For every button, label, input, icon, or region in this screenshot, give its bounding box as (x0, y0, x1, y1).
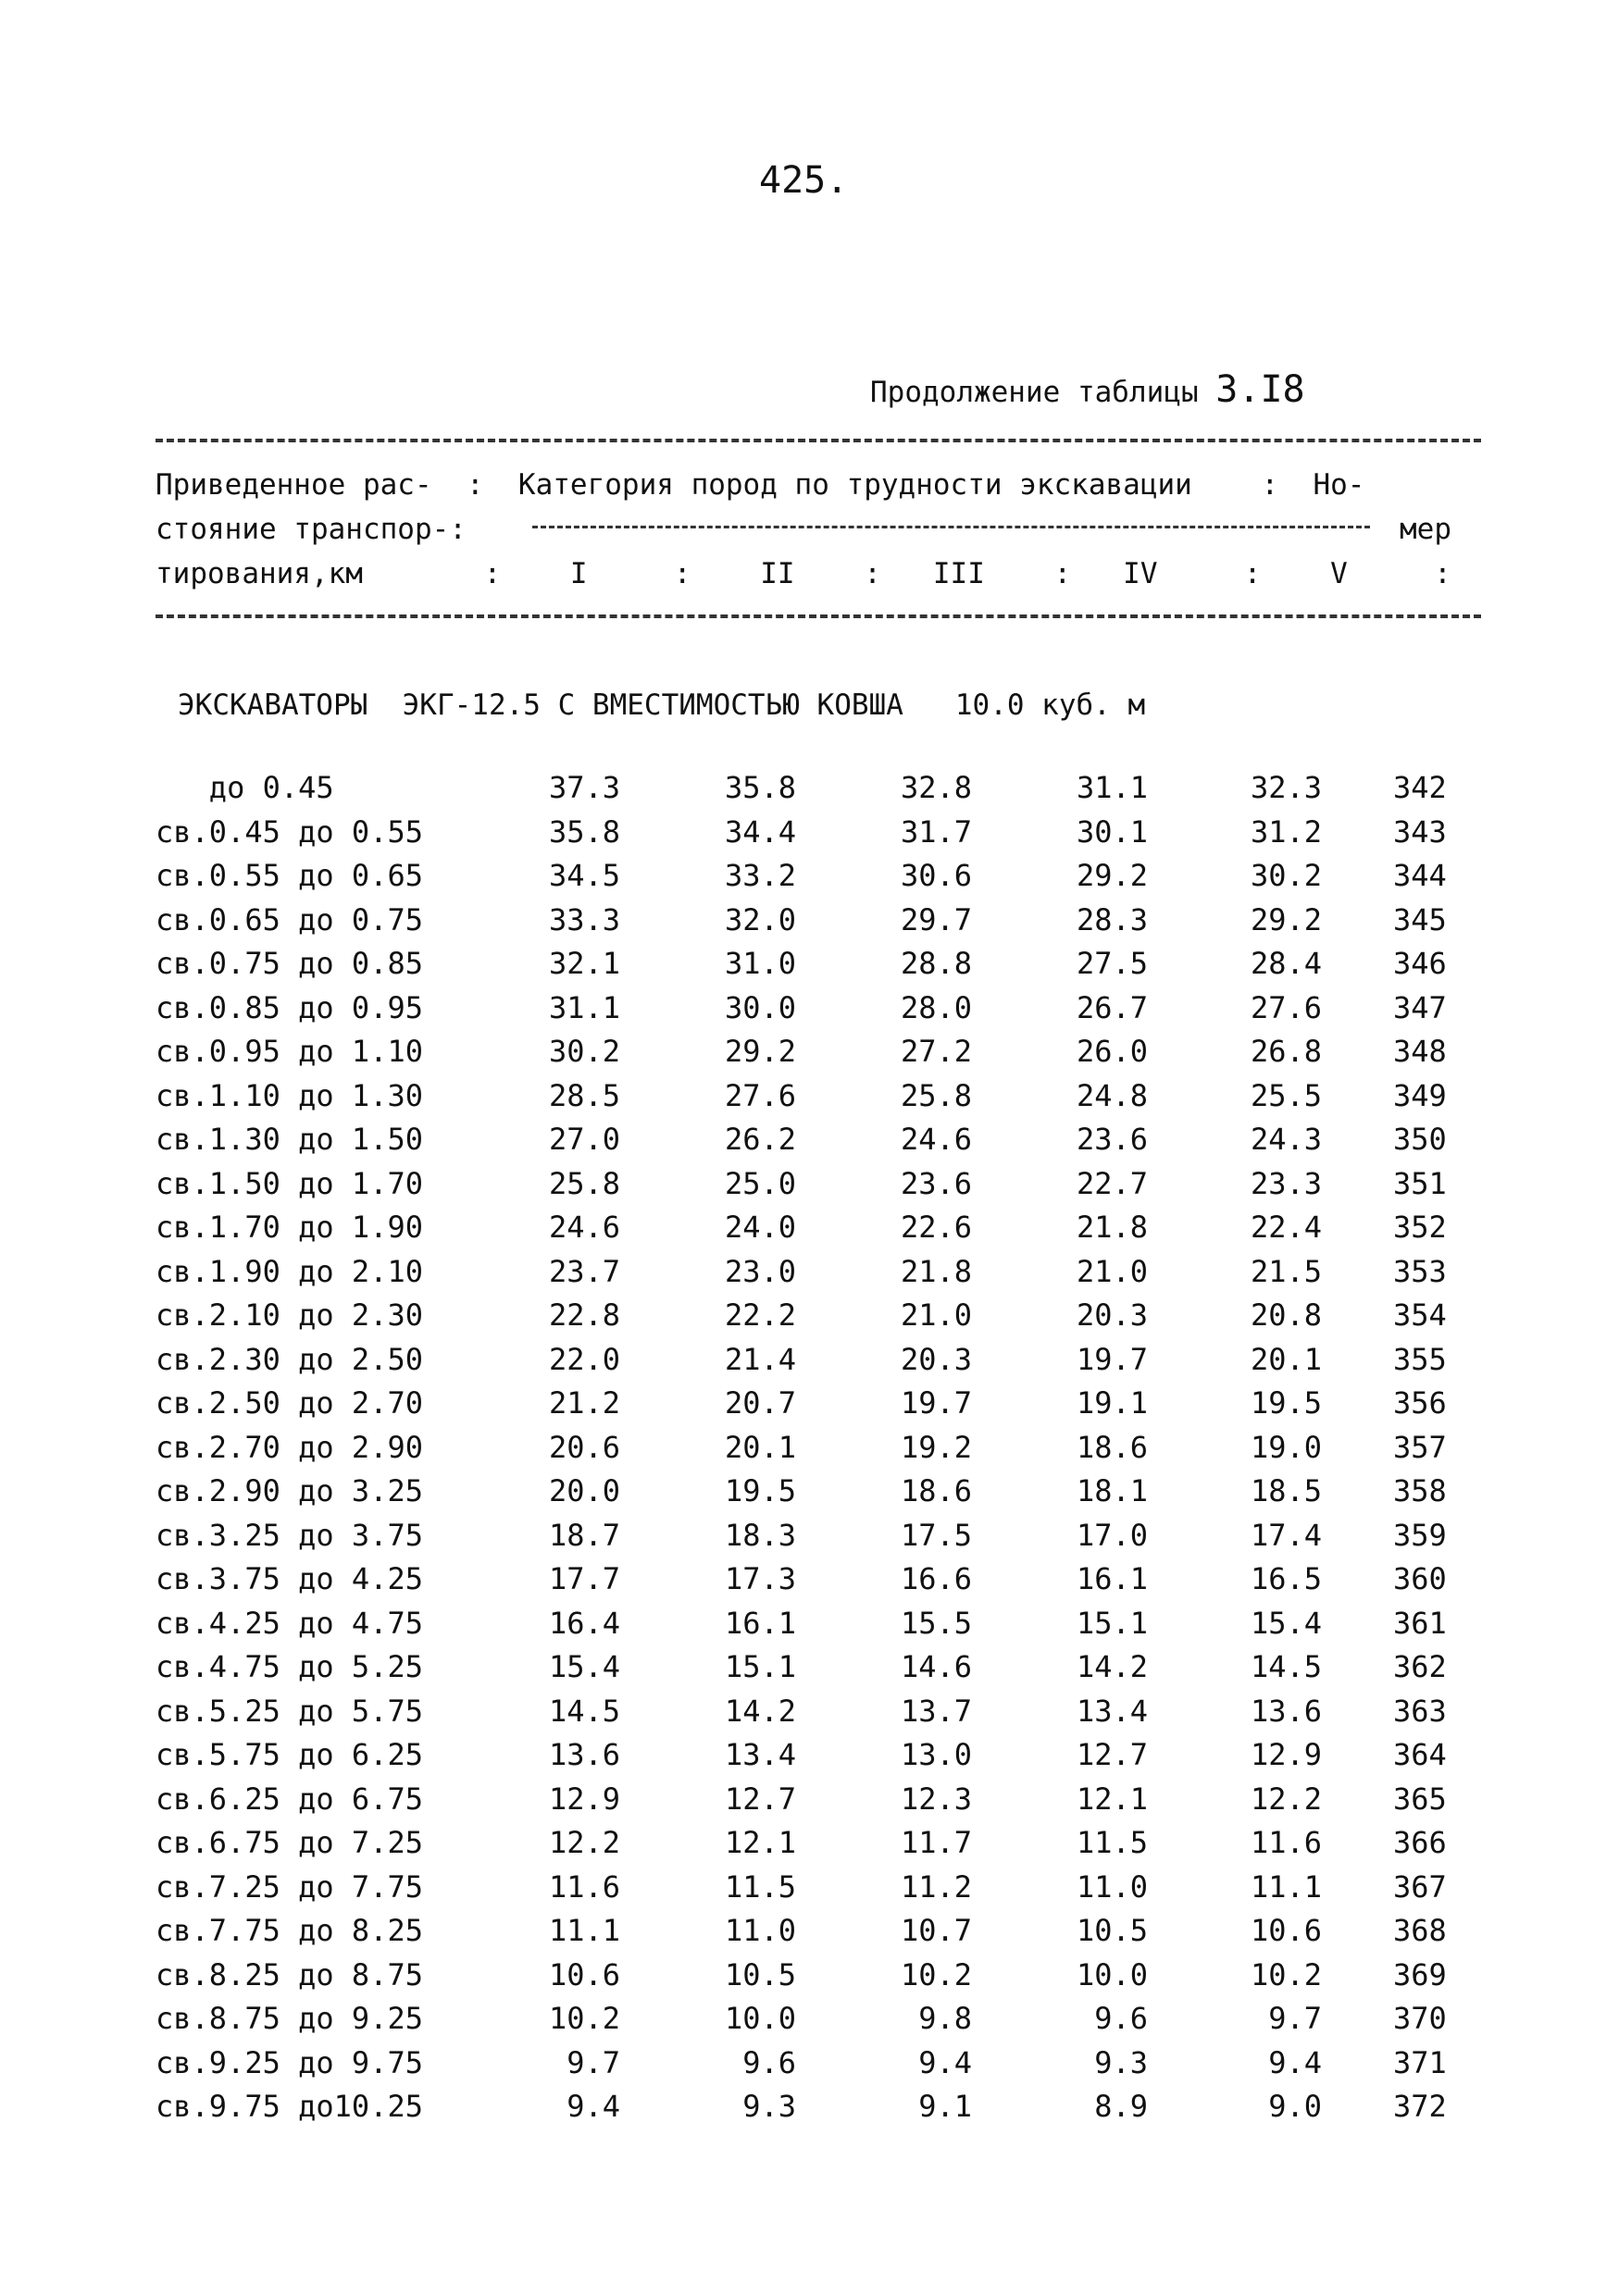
category-2-value: 9.6 (742, 2044, 796, 2080)
category-1-value: 15.4 (548, 1649, 620, 1684)
category-2-value: 35.8 (724, 770, 796, 805)
category-4-value: 12.7 (1076, 1737, 1148, 1772)
category-2-value: 9.3 (742, 2089, 796, 2124)
category-4-value: 11.0 (1076, 1868, 1148, 1905)
row-number: 353 (1393, 1253, 1447, 1289)
category-5-value: 28.4 (1250, 946, 1322, 981)
distance-range-label: св.0.45 до 0.55 (156, 813, 423, 850)
category-3-value: 13.7 (900, 1693, 972, 1729)
category-4-value: 21.0 (1076, 1253, 1148, 1289)
section-title: ЭКСКАВАТОРЫ ЭКГ-12.5 С ВМЕСТИМОСТЬЮ КОВША 10.0 куб. м (178, 689, 1146, 722)
distance-range-label: до 0.45 (156, 770, 334, 805)
category-1-value: 12.2 (548, 1825, 620, 1860)
category-1-value: 21.2 (548, 1385, 620, 1421)
category-4-value: 19.7 (1076, 1341, 1148, 1377)
category-1-value: 20.6 (548, 1429, 620, 1465)
category-5-value: 10.2 (1250, 1956, 1322, 1992)
category-3-value: 31.7 (900, 813, 972, 850)
row-number: 370 (1393, 2001, 1447, 2036)
distance-range-label: св.1.30 до 1.50 (156, 1122, 423, 1157)
table-row (0, 1034, 1619, 1078)
table-row (0, 1430, 1619, 1474)
category-1-value: 35.8 (548, 813, 620, 850)
table-row (0, 1694, 1619, 1738)
category-5-value: 9.4 (1268, 2044, 1322, 2080)
table-row (0, 1737, 1619, 1781)
header-line-2: стояние транспор-: (156, 513, 467, 546)
table-row (0, 770, 1619, 814)
category-5-value: 19.0 (1250, 1429, 1322, 1465)
table-row (0, 1561, 1619, 1606)
category-5-value: 32.3 (1250, 770, 1322, 805)
category-4-value: 11.5 (1076, 1825, 1148, 1860)
category-5-value: 24.3 (1250, 1122, 1322, 1157)
category-2-value: 13.4 (724, 1737, 796, 1772)
category-5-value: 12.2 (1250, 1781, 1322, 1817)
distance-range-label: св.2.70 до 2.90 (156, 1429, 423, 1465)
category-4-value: 31.1 (1076, 770, 1148, 805)
category-1-value: 27.0 (548, 1122, 620, 1157)
row-number: 351 (1393, 1165, 1447, 1201)
row-number: 361 (1393, 1605, 1447, 1641)
continuation-text: Продолжение таблицы (870, 376, 1199, 409)
row-number: 366 (1393, 1825, 1447, 1860)
category-4-value: 10.0 (1076, 1956, 1148, 1992)
distance-range-label: св.3.25 до 3.75 (156, 1517, 423, 1553)
category-5-value: 25.5 (1250, 1077, 1322, 1113)
category-2-value: 32.0 (724, 901, 796, 937)
category-2-value: 24.0 (724, 1210, 796, 1245)
category-3-value: 9.8 (918, 2001, 972, 2036)
category-1-value: 18.7 (548, 1517, 620, 1553)
table-row (0, 1825, 1619, 1869)
category-3-value: 13.0 (900, 1737, 972, 1772)
category-4-value: 15.1 (1076, 1605, 1148, 1641)
table-row (0, 1869, 1619, 1914)
category-3-value: 17.5 (900, 1517, 972, 1553)
category-1-value: 23.7 (548, 1253, 620, 1289)
table-row (0, 1078, 1619, 1123)
category-3-value: 23.6 (900, 1165, 972, 1201)
distance-range-label: св.8.25 до 8.75 (156, 1956, 423, 1992)
table-row (0, 2001, 1619, 2045)
table-row (0, 1473, 1619, 1518)
table-row (0, 858, 1619, 902)
category-2-value: 17.3 (724, 1561, 796, 1596)
category-5-value: 21.5 (1250, 1253, 1322, 1289)
category-1-value: 20.0 (548, 1473, 620, 1508)
table-row (0, 902, 1619, 947)
category-1-value: 10.6 (548, 1956, 620, 1992)
category-3-value: 14.6 (900, 1649, 972, 1684)
category-1-value: 22.8 (548, 1297, 620, 1333)
category-5-value: 23.3 (1250, 1165, 1322, 1201)
category-4-value: 26.0 (1076, 1034, 1148, 1069)
category-4-value: 22.7 (1076, 1165, 1148, 1201)
table-row (0, 1518, 1619, 1562)
category-4-value: 18.6 (1076, 1429, 1148, 1465)
category-1-value: 17.7 (548, 1561, 620, 1596)
distance-range-label: св.1.90 до 2.10 (156, 1253, 423, 1289)
category-5-value: 30.2 (1250, 858, 1322, 893)
category-3-value: 30.6 (900, 858, 972, 893)
row-number: 347 (1393, 989, 1447, 1025)
category-3-value: 29.7 (900, 901, 972, 937)
category-5-value: 19.5 (1250, 1385, 1322, 1421)
distance-range-label: св.2.10 до 2.30 (156, 1297, 423, 1333)
category-5-value: 29.2 (1250, 901, 1322, 937)
category-1-value: 9.7 (567, 2044, 620, 2080)
category-1-value: 34.5 (548, 858, 620, 893)
table-number: 3.I8 (1215, 368, 1305, 411)
category-5-value: 9.0 (1268, 2089, 1322, 2124)
table-row (0, 990, 1619, 1035)
header-top-rule (156, 439, 1481, 442)
distance-range-label: св.6.75 до 7.25 (156, 1825, 423, 1860)
category-3-value: 20.3 (900, 1341, 972, 1377)
category-1-value: 12.9 (548, 1781, 620, 1817)
row-number: 354 (1393, 1297, 1447, 1333)
category-5-value: 15.4 (1250, 1605, 1322, 1641)
category-3-value: 22.6 (900, 1210, 972, 1245)
row-number: 348 (1393, 1034, 1447, 1069)
category-2-value: 26.2 (724, 1122, 796, 1157)
category-2-value: 18.3 (724, 1517, 796, 1553)
category-5-value: 26.8 (1250, 1034, 1322, 1069)
table-row (0, 1342, 1619, 1386)
distance-range-label: св.0.65 до 0.75 (156, 901, 423, 937)
category-2-value: 15.1 (724, 1649, 796, 1684)
category-4-value: 17.0 (1076, 1517, 1148, 1553)
category-1-value: 32.1 (548, 946, 620, 981)
category-3-value: 11.2 (900, 1868, 972, 1905)
page-number: 425. (759, 159, 849, 202)
table-row (0, 1913, 1619, 1957)
header-line-2-end: мер (1400, 513, 1451, 546)
category-3-value: 12.3 (900, 1781, 972, 1817)
distance-range-label: св.0.95 до 1.10 (156, 1034, 423, 1069)
row-number: 363 (1393, 1693, 1447, 1729)
category-4-value: 10.5 (1076, 1913, 1148, 1948)
category-5-value: 9.7 (1268, 2001, 1322, 2036)
category-2-value: 33.2 (724, 858, 796, 893)
category-1-value: 9.4 (567, 2089, 620, 2124)
category-3-value: 10.7 (900, 1913, 972, 1948)
distance-range-label: св.1.50 до 1.70 (156, 1165, 423, 1201)
distance-range-label: св.0.85 до 0.95 (156, 989, 423, 1025)
category-4-value: 13.4 (1076, 1693, 1148, 1729)
category-3-value: 19.7 (900, 1385, 972, 1421)
category-3-value: 32.8 (900, 770, 972, 805)
row-number: 362 (1393, 1649, 1447, 1684)
category-2-value: 21.4 (724, 1341, 796, 1377)
category-4-value: 20.3 (1076, 1297, 1148, 1333)
table-row (0, 1649, 1619, 1694)
category-4-value: 19.1 (1076, 1385, 1148, 1421)
table-row (0, 946, 1619, 990)
category-2-value: 10.0 (724, 2001, 796, 2036)
category-4-value: 9.3 (1094, 2044, 1148, 2080)
category-5-value: 20.8 (1250, 1297, 1322, 1333)
table-continuation-caption (870, 368, 1305, 411)
distance-range-label: св.2.50 до 2.70 (156, 1385, 423, 1421)
category-2-value: 29.2 (724, 1034, 796, 1069)
category-3-value: 16.6 (900, 1561, 972, 1596)
distance-range-label: св.4.25 до 4.75 (156, 1605, 423, 1641)
category-2-value: 12.1 (724, 1825, 796, 1860)
category-5-value: 20.1 (1250, 1341, 1322, 1377)
table-row (0, 1606, 1619, 1650)
category-2-value: 16.1 (724, 1605, 796, 1641)
category-3-value: 28.0 (900, 989, 972, 1025)
category-4-value: 18.1 (1076, 1473, 1148, 1508)
category-1-value: 28.5 (548, 1077, 620, 1113)
row-number: 349 (1393, 1077, 1447, 1113)
category-4-value: 28.3 (1076, 901, 1148, 937)
table-row (0, 1957, 1619, 2002)
category-3-value: 21.0 (900, 1297, 972, 1333)
row-number: 365 (1393, 1781, 1447, 1817)
category-1-value: 31.1 (548, 989, 620, 1025)
row-number: 345 (1393, 901, 1447, 937)
category-5-value: 11.6 (1250, 1825, 1322, 1860)
row-number: 371 (1393, 2044, 1447, 2080)
category-2-value: 23.0 (724, 1253, 796, 1289)
distance-range-label: св.1.10 до 1.30 (156, 1077, 423, 1113)
table-row (0, 1297, 1619, 1342)
row-number: 344 (1393, 858, 1447, 893)
category-1-value: 10.2 (548, 2001, 620, 2036)
category-4-value: 27.5 (1076, 946, 1148, 981)
category-4-value: 8.9 (1094, 2089, 1148, 2124)
table-row (0, 814, 1619, 859)
distance-range-label: св.5.25 до 5.75 (156, 1693, 423, 1729)
category-2-value: 22.2 (724, 1297, 796, 1333)
table-row (0, 1122, 1619, 1166)
category-4-value: 12.1 (1076, 1781, 1148, 1817)
category-3-value: 21.8 (900, 1253, 972, 1289)
row-number: 346 (1393, 946, 1447, 981)
category-1-value: 13.6 (548, 1737, 620, 1772)
category-2-value: 27.6 (724, 1077, 796, 1113)
category-1-value: 25.8 (548, 1165, 620, 1201)
category-3-value: 27.2 (900, 1034, 972, 1069)
distance-range-label: св.1.70 до 1.90 (156, 1210, 423, 1245)
category-4-value: 29.2 (1076, 858, 1148, 893)
category-2-value: 19.5 (724, 1473, 796, 1508)
row-number: 343 (1393, 813, 1447, 850)
row-number: 359 (1393, 1517, 1447, 1553)
distance-range-label: св.2.30 до 2.50 (156, 1341, 423, 1377)
category-5-value: 14.5 (1250, 1649, 1322, 1684)
category-2-value: 14.2 (724, 1693, 796, 1729)
category-4-value: 16.1 (1076, 1561, 1148, 1596)
category-2-value: 20.7 (724, 1385, 796, 1421)
row-number: 369 (1393, 1956, 1447, 1992)
category-3-value: 11.7 (900, 1825, 972, 1860)
category-3-value: 24.6 (900, 1122, 972, 1157)
category-2-value: 25.0 (724, 1165, 796, 1201)
distance-range-label: св.9.25 до 9.75 (156, 2044, 423, 2080)
category-5-value: 17.4 (1250, 1517, 1322, 1553)
category-3-value: 9.1 (918, 2089, 972, 2124)
row-number: 357 (1393, 1429, 1447, 1465)
table-body (0, 770, 1619, 2133)
category-1-value: 37.3 (548, 770, 620, 805)
table-row (0, 1166, 1619, 1210)
category-1-value: 16.4 (548, 1605, 620, 1641)
table-row (0, 2045, 1619, 2090)
row-number: 372 (1393, 2089, 1447, 2124)
category-5-value: 22.4 (1250, 1210, 1322, 1245)
category-2-value: 30.0 (724, 989, 796, 1025)
row-number: 355 (1393, 1341, 1447, 1377)
category-1-value: 11.6 (548, 1868, 620, 1905)
table-row (0, 1385, 1619, 1430)
category-4-value: 14.2 (1076, 1649, 1148, 1684)
distance-range-label: св.7.75 до 8.25 (156, 1913, 423, 1948)
table-row (0, 2089, 1619, 2133)
category-1-value: 33.3 (548, 901, 620, 937)
category-5-value: 31.2 (1250, 813, 1322, 850)
category-2-value: 10.5 (724, 1956, 796, 1992)
distance-range-label: св.4.75 до 5.25 (156, 1649, 423, 1684)
header-bottom-rule (156, 614, 1481, 618)
category-5-value: 11.1 (1250, 1868, 1322, 1905)
distance-range-label: св.2.90 до 3.25 (156, 1473, 423, 1508)
category-3-value: 9.4 (918, 2044, 972, 2080)
category-1-value: 14.5 (548, 1693, 620, 1729)
distance-range-label: св.5.75 до 6.25 (156, 1737, 423, 1772)
row-number: 360 (1393, 1561, 1447, 1596)
row-number: 356 (1393, 1385, 1447, 1421)
header-line-1: Приведенное рас- : Категория пород по трудности экскавации : Но- (156, 468, 1365, 502)
category-5-value: 16.5 (1250, 1561, 1322, 1596)
distance-range-label: св.3.75 до 4.25 (156, 1561, 423, 1596)
distance-range-label: св.6.25 до 6.75 (156, 1781, 423, 1817)
category-1-value: 24.6 (548, 1210, 620, 1245)
category-4-value: 26.7 (1076, 989, 1148, 1025)
category-3-value: 19.2 (900, 1429, 972, 1465)
category-3-value: 28.8 (900, 946, 972, 981)
row-number: 350 (1393, 1122, 1447, 1157)
category-5-value: 18.5 (1250, 1473, 1322, 1508)
distance-range-label: св.9.75 до10.25 (156, 2089, 423, 2124)
table-row (0, 1210, 1619, 1254)
distance-range-label: св.0.75 до 0.85 (156, 946, 423, 981)
row-number: 352 (1393, 1210, 1447, 1245)
row-number: 367 (1393, 1868, 1447, 1905)
distance-range-label: св.0.55 до 0.65 (156, 858, 423, 893)
category-5-value: 27.6 (1250, 989, 1322, 1025)
category-4-value: 23.6 (1076, 1122, 1148, 1157)
category-2-value: 34.4 (724, 813, 796, 850)
category-2-value: 11.0 (724, 1913, 796, 1948)
distance-range-label: св.8.75 до 9.25 (156, 2001, 423, 2036)
category-4-value: 24.8 (1076, 1077, 1148, 1113)
category-1-value: 11.1 (548, 1913, 620, 1948)
category-3-value: 15.5 (900, 1605, 972, 1641)
category-4-value: 9.6 (1094, 2001, 1148, 2036)
category-1-value: 22.0 (548, 1341, 620, 1377)
category-5-value: 13.6 (1250, 1693, 1322, 1729)
row-number: 358 (1393, 1473, 1447, 1508)
category-5-value: 10.6 (1250, 1913, 1322, 1948)
header-line-3: тирования,км : I : II : III : IV : V : (156, 557, 1451, 590)
table-row (0, 1781, 1619, 1826)
distance-range-label: св.7.25 до 7.75 (156, 1868, 423, 1905)
table-row (0, 1254, 1619, 1298)
row-number: 342 (1393, 770, 1447, 805)
category-4-value: 30.1 (1076, 813, 1148, 850)
category-2-value: 12.7 (724, 1781, 796, 1817)
row-number: 368 (1393, 1913, 1447, 1948)
category-1-value: 30.2 (548, 1034, 620, 1069)
category-3-value: 10.2 (900, 1956, 972, 1992)
category-4-value: 21.8 (1076, 1210, 1148, 1245)
category-2-value: 20.1 (724, 1429, 796, 1465)
header-category-rule (532, 526, 1370, 528)
category-3-value: 25.8 (900, 1077, 972, 1113)
category-3-value: 18.6 (900, 1473, 972, 1508)
category-5-value: 12.9 (1250, 1737, 1322, 1772)
category-2-value: 11.5 (724, 1868, 796, 1905)
row-number: 364 (1393, 1737, 1447, 1772)
category-2-value: 31.0 (724, 946, 796, 981)
